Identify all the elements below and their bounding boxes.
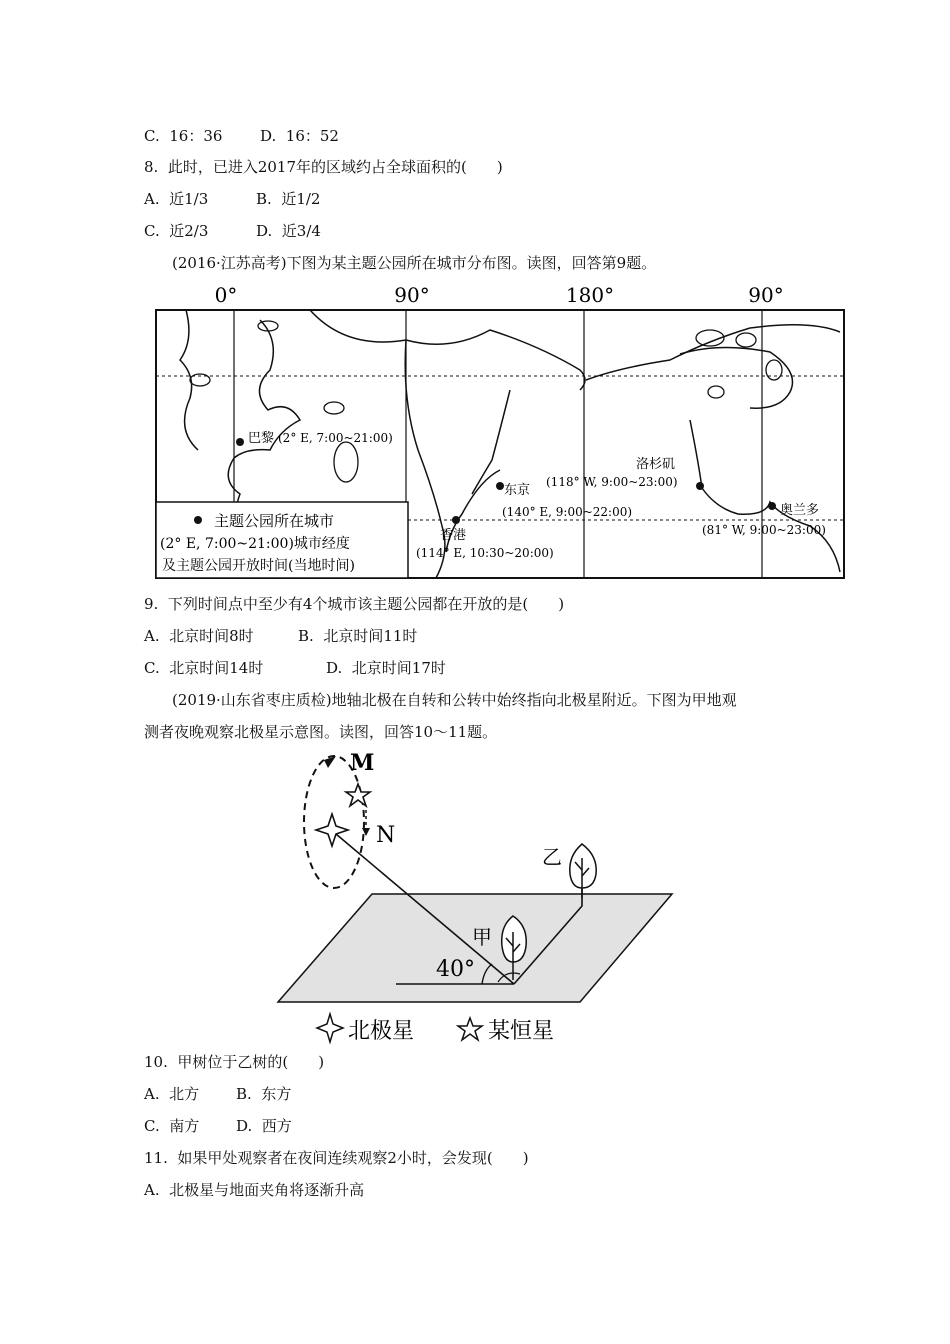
- intro-q10-line2: 测者夜晚观察北极星示意图。读图，回答10～11题。: [144, 723, 498, 741]
- label-jia: 甲: [472, 925, 492, 949]
- city-info-orlando: (81° W, 9:00~23:00): [702, 523, 826, 537]
- q9-option-d: D. 北京时间17时: [326, 659, 446, 677]
- longitude-label-180: 180°: [565, 283, 615, 307]
- q9-option-a: A. 北京时间8时: [144, 627, 254, 645]
- city-name-tokyo: 东京: [504, 483, 531, 498]
- legend-title: 主题公园所在城市: [214, 512, 335, 530]
- q10-option-d: D. 西方: [236, 1117, 292, 1135]
- some-star-icon: [346, 784, 370, 806]
- q9-option-c: C. 北京时间14时: [144, 659, 264, 677]
- q10-option-b: B. 东方: [236, 1085, 292, 1103]
- q10-option-c: C. 南方: [144, 1117, 200, 1135]
- legend-dot: [194, 516, 202, 524]
- intro-q10-line1: (2019·山东省枣庄质检)地轴北极在自转和公转中始终指向北极星附近。下图为甲地观: [172, 691, 737, 709]
- q10-option-a: A. 北方: [144, 1085, 200, 1103]
- city-dot-hongkong: [452, 516, 460, 524]
- city-info-hongkong: (114° E, 10:30~20:00): [416, 546, 554, 560]
- city-dot-losangeles: [696, 482, 704, 490]
- label-yi: 乙: [542, 845, 562, 869]
- longitude-label-90e: 90°: [394, 283, 430, 307]
- q9-stem: 9. 下列时间点中至少有4个城市该主题公园都在开放的是( ): [144, 595, 565, 613]
- intro-q9: (2016·江苏高考)下图为某主题公园所在城市分布图。读图，回答第9题。: [172, 254, 657, 272]
- city-name-paris: 巴黎: [248, 431, 275, 446]
- q8-option-d: D. 近3/4: [256, 222, 321, 240]
- legend-polaris-label: 北极星: [348, 1019, 415, 1044]
- legend-polaris-icon: [317, 1014, 343, 1042]
- city-info-paris: (2° E, 7:00~21:00): [278, 431, 393, 445]
- city-name-losangeles: 洛杉矶: [636, 457, 676, 472]
- q10-stem: 10. 甲树位于乙树的( ): [144, 1053, 325, 1071]
- city-dot-paris: [236, 438, 244, 446]
- polaris-icon: [316, 814, 348, 846]
- legend-line1: (2° E, 7:00~21:00)城市经度: [160, 536, 350, 552]
- city-info-losangeles: (118° W, 9:00~23:00): [546, 475, 678, 489]
- q9-option-b: B. 北京时间11时: [298, 627, 418, 645]
- q11-stem: 11. 如果甲处观察者在夜间连续观察2小时，会发现( ): [144, 1149, 529, 1167]
- label-angle: 40°: [436, 957, 475, 982]
- theme-park-city-map: [150, 280, 850, 580]
- q8-option-c: C. 近2/3: [144, 222, 209, 240]
- legend-some-star-label: 某恒星: [488, 1019, 555, 1044]
- q8-stem: 8. 此时，已进入2017年的区域约占全球面积的( ): [144, 158, 503, 176]
- label-m: M: [350, 750, 375, 776]
- polaris-observation-diagram: [270, 748, 690, 1048]
- q11-option-a: A. 北极星与地面夹角将逐渐升高: [144, 1181, 365, 1199]
- longitude-label-90w: 90°: [748, 283, 784, 307]
- city-name-orlando: 奥兰多: [780, 503, 820, 518]
- city-dot-orlando: [768, 502, 776, 510]
- longitude-label-0: 0°: [214, 283, 238, 307]
- q8-option-b: B. 近1/2: [256, 190, 321, 208]
- tree-yi-icon: [570, 844, 596, 898]
- q8-option-a: A. 近1/3: [144, 190, 209, 208]
- legend-line2: 及主题公园开放时间(当地时间): [162, 558, 355, 574]
- city-info-tokyo: (140° E, 9:00~22:00): [502, 505, 633, 519]
- q7-option-c: C. 16：36: [144, 127, 223, 145]
- legend-some-star-icon: [458, 1018, 482, 1040]
- trail-arrow-icon: [324, 756, 336, 768]
- city-name-hongkong: 香港: [440, 528, 467, 543]
- label-n: N: [376, 823, 396, 848]
- city-dot-tokyo: [496, 482, 504, 490]
- q7-option-d: D. 16：52: [260, 127, 339, 145]
